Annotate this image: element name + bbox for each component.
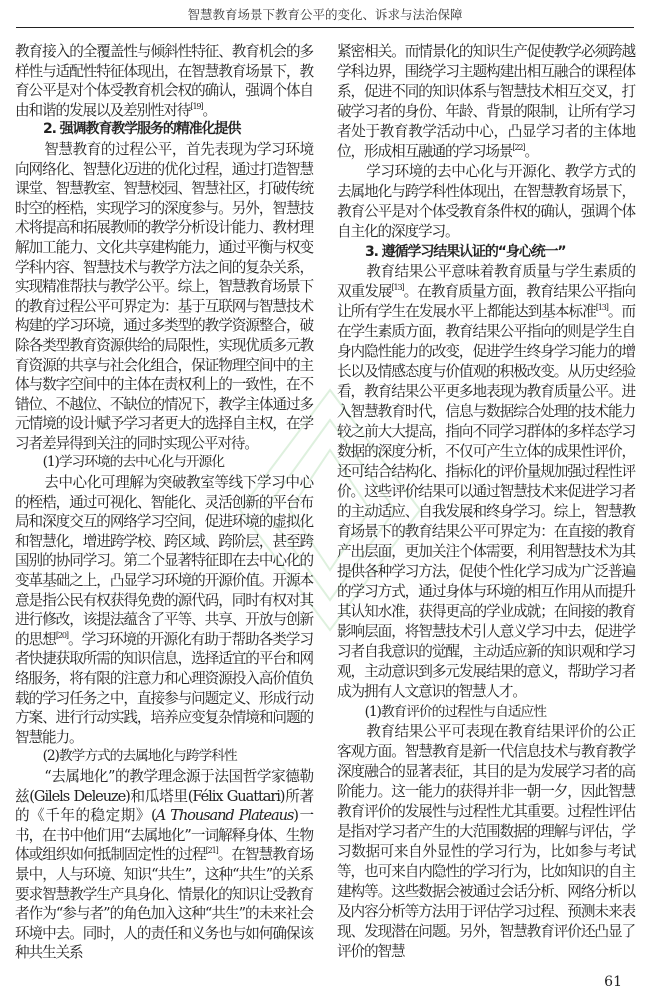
citation-ref: [21] bbox=[205, 846, 218, 856]
text-run: 。 bbox=[524, 143, 538, 160]
text-run: 学习环境的去中心化与开源化、教学方式的去属地化与跨学科性体现出，在智慧教育场景下，教育公平是对个体受教育条件权的确认，强调个体自主化的深度学习。 bbox=[337, 163, 635, 240]
citation-ref: [13] bbox=[391, 283, 404, 292]
header-rule bbox=[16, 27, 634, 28]
running-header: 智慧教育场景下教育公平的变化、诉求与法治保障 bbox=[187, 7, 463, 22]
text-run: )一书，在书中他们用“去属地化”一词解释身体、生物体或组织如何抵制固定性的过程 bbox=[15, 807, 313, 864]
text-run: 教育结果公平可表现在教育结果评价的公正客观方面。智慧教育是新一代信息技术与教育教学深度融合的显著表征，其目的是为发展学习者的高阶能力。这一能力的获得并非一朝一夕，因此智慧教育评价的发展性与过程性尤其重要。过程性评估是指对学习者产生的大范围数据的理解与评估，学习数据可来自外显性的学习行为，比如参与考试等，也可来自内隐性的学习行为，比如知识的自主建构等。这些数据会被通过会话分析、网络分析以及内容分析等方法用于评估学习过程、预测未来表现、发现潜在问题。另外，智慧教育评价还凸显了评价的智慧 bbox=[337, 723, 635, 960]
text-run: 教育接入的全覆盖性与倾斜性特征、教育机会的多样性与适配性特征体现出，在智慧教育场景下，教育公平是对个体受教育机会权的确认，强调个体自由和谐的发展以及差别性对待 bbox=[15, 43, 313, 119]
text-run: 3. 遵循学习结果认证的“身心统一” bbox=[365, 244, 566, 260]
section-heading bbox=[15, 120, 313, 140]
text-run: 智慧教育的过程公平，首先表现为学习环境向网络化、智慧化迈进的优化过程，通过打造智慧课堂、智慧教室、智慧校园、智慧社区，打破传统时空的桎梏，实现学习的深度参与。另外，智慧技术将提高和拓展教师的教学分析设计能力、教材理解加工能力、文化共享建构能力，通过平衡与权变学科内容、智慧技术与教学方法之间的复杂关系，实现精准帮扶与教学公平。综上，智慧教育场景下的教育过程公平可界定为：基于互联网与智慧技术构建的学习环境，通过多类型的教学资源整合，破除各类型教育资源供给的局限性，实现优质多元教育资源的共享与社会化组合，保证物理空间中的主体与数字空间中的主体在责权利上的一致性，在不错位、不越位、不缺位的情况下，教学主体通过多元情境的设计赋予学习者更大的选择自主权，在学习者差异得到关注的同时实现公平对待。 bbox=[15, 140, 313, 452]
italic-title: A Thousand Plateaus bbox=[155, 807, 294, 825]
text-run: 教育结果公平意味着教育质量与学生素质的双重发展 bbox=[337, 263, 635, 300]
text-run: 2. 强调教育教学服务的精准化提供 bbox=[43, 121, 241, 138]
subsection-heading bbox=[337, 702, 635, 722]
text-run: 去中心化可理解为突破教室等线下学习中心的桎梏，通过可视化、智能化、灵活创新的平台布局和深度交互的网络学习空间，促进环境的虚拟化和智慧化，增进跨学校、跨区域、跨阶层，甚至跨国别的协同学习。第二个显著特征即在去中心化的变革基础之上，凸显学习环境的开源价值。开源本意是指公民有权获得免费的源代码，同时有权对其进行修改，该提法蕴含了平等、共享、开放与创新的思想 bbox=[15, 474, 313, 648]
page-number: 61 bbox=[604, 974, 622, 990]
subsection-heading bbox=[15, 747, 313, 767]
body-paragraph bbox=[15, 42, 313, 120]
body-paragraph bbox=[337, 722, 635, 962]
body-paragraph bbox=[337, 42, 635, 162]
text-run: (2)教学方式的去属地化与跨学科性 bbox=[42, 748, 237, 765]
body-paragraph bbox=[15, 473, 313, 747]
text-run: 。 bbox=[202, 101, 216, 119]
text-run: (1)学习环境的去中心化与开源化 bbox=[42, 454, 224, 471]
citation-ref: [13] bbox=[595, 303, 608, 312]
left-column bbox=[15, 42, 313, 963]
text-run: 。在智慧教育场景中，人与环境、知识“共生”，这种“共生”的关系要求智慧教学生产具身化、情景化的知识让受教育者作为“参与者”的角色加入这种“共生”的未来社会环境中去。同时，人的责任和义务也与如何确保该种共生关系 bbox=[15, 846, 313, 962]
text-run: “去属地化”的教学理念源于法国哲学家德勒兹(Gilels Deleuze)和瓜塔里(Félix Guattari)所著的《千年的稳定期》( bbox=[15, 767, 313, 825]
text-run: 。学习环境的开源化有助于帮助各类学习者快捷获取所需的知识信息，选择适宜的平台和网络服务，将有限的注意力和心理资源投入高价值负载的学习任务之中，直接参与问题定义、形成行动方案、进行行动实践，培养应变复杂情境和问题的智慧能力。 bbox=[15, 630, 314, 746]
citation-ref: [20] bbox=[55, 630, 68, 640]
body-paragraph bbox=[15, 140, 313, 454]
citation-ref: [19] bbox=[190, 101, 203, 111]
subsection-heading bbox=[15, 453, 313, 473]
text-run: 。而在学生素质方面，教育结果公平指向的则是学生自身内隐性能力的改变，促进学生终身学习能力的增长以及情感态度与价值观的积极改变。从历史经验看，教育结果公平更多地表现为教育质量公平。进入智慧教育时代，信息与数据综合处理的技术能力较之前大大提高，指向不同学习群体的多样态学习数据的深度分析，不仅可产生立体的成果性评价，还可结合结构化、指标化的评价量规加强过程性评价。这些评价结果可以通过智慧技术来促进学习者的主动适应、自我发展和终身学习。综上，智慧教育场景下的教育结果公平可界定为：在直接的教育产出层面，更加关注个体需要，利用智慧技术为其提供各种学习方法，促使个性化学习成为广泛普遍的学习方式，通过身体与环境的相互作用从而提升其认知水准，获得更高的学业成就；在间接的教育影响层面，将智慧技术引人意义学习中去，促进学习者自我意识的觉醒，主动适应新的知识观和学习观，主动意识到多元发展结果的意义，帮助学习者成为拥有人文意识的智慧人才。 bbox=[337, 303, 635, 700]
body-paragraph bbox=[15, 767, 313, 963]
text-run: 紧密相关。而情景化的知识生产促使教学必须跨越学科边界，围绕学习主题构建出相互融合的课程体系，促进不同的知识体系与智慧技术相互交叉，打破学习者的身份、年龄、背景的限制，让所有学习者处于教育教学活动中心，凸显学习者的主体地位，形成相互融通的学习场景 bbox=[337, 43, 635, 160]
right-column bbox=[337, 42, 635, 962]
text-run: (1)教育评价的过程性与自适应性 bbox=[364, 704, 546, 720]
citation-ref: [22] bbox=[512, 143, 525, 152]
body-paragraph bbox=[337, 262, 635, 702]
body-paragraph bbox=[337, 162, 635, 242]
text-run: 。在教育质量方面，教育结果公平指向让所有学生在发展水平上都能达到基本标准 bbox=[337, 283, 635, 320]
section-heading bbox=[337, 242, 635, 262]
